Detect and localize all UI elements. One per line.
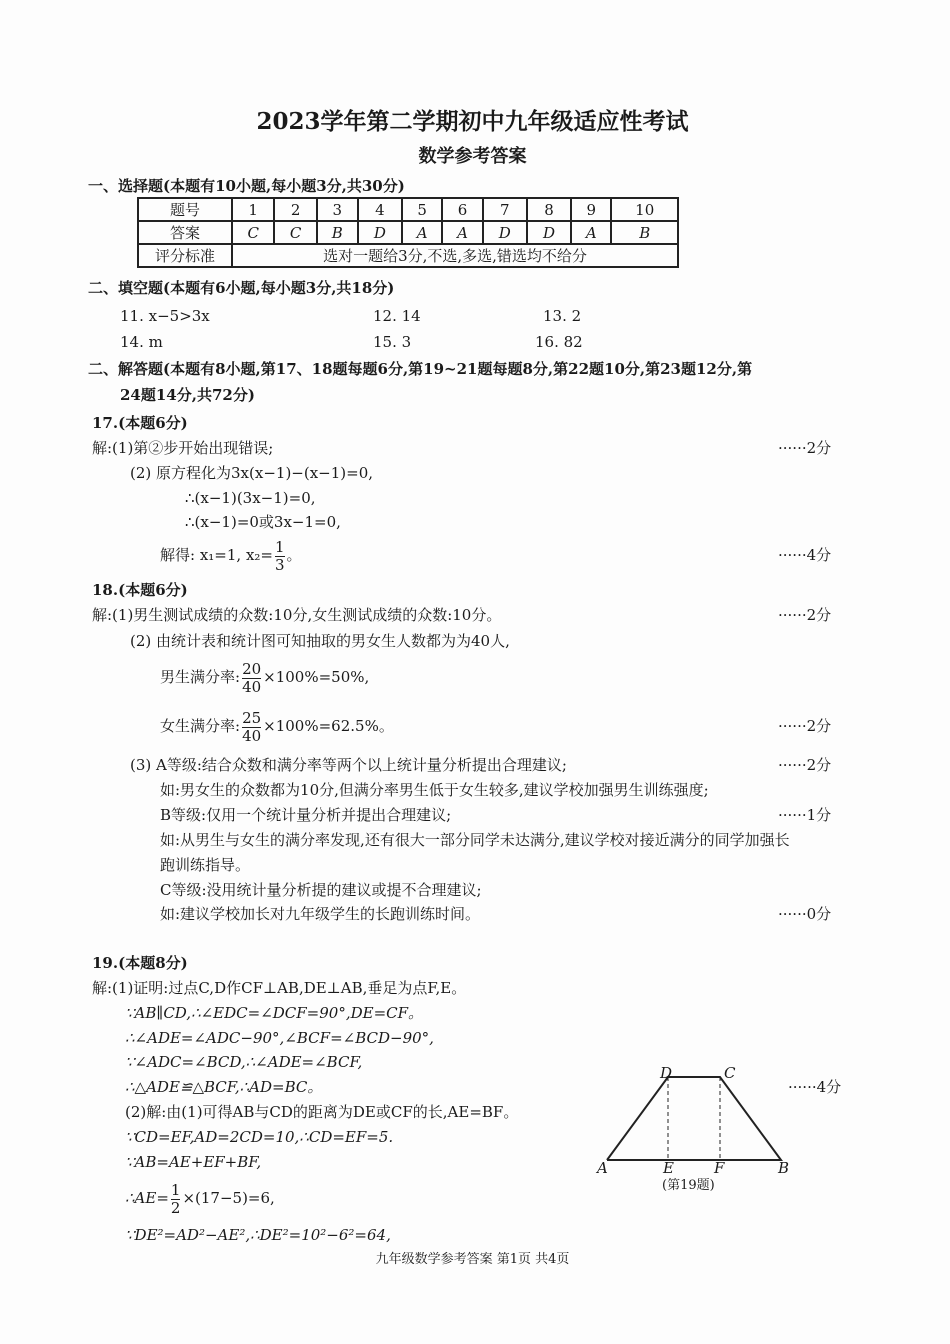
value: ×100%=50%, (263, 668, 370, 686)
q19-line: ∵∠ADC=∠BCD,∴∠ADE=∠BCF, (125, 1053, 363, 1071)
q17-title: 17.(本题6分) (92, 414, 188, 432)
q19-line: ∵CD=EF,AD=2CD=10,∴CD=EF=5. (125, 1128, 394, 1146)
q18-line: (2) 由统计表和统计图可知抽取的男女生人数都为为40人, (130, 632, 510, 650)
fill-answer: 15. 3 (373, 333, 412, 351)
cell: A (402, 221, 442, 244)
q19-line: 解:(1)证明:过点C,D作CF⊥AB,DE⊥AB,垂足为点F,E。 (92, 979, 467, 997)
score-mark: ······2分 (778, 439, 832, 457)
fill-answer: 14. m (120, 333, 163, 351)
cell: C (232, 221, 274, 244)
q19-title: 19.(本题8分) (92, 954, 188, 972)
q18-girls-rate (160, 708, 394, 745)
cell: 10 (611, 198, 678, 221)
cell: 9 (571, 198, 611, 221)
score-mark: ······4分 (788, 1078, 842, 1096)
fraction (242, 661, 261, 696)
table-row-scoring (138, 244, 678, 267)
q18-line: 如:从男生与女生的满分率发现,还有很大一部分同学未达满分,建议学校对接近满分的同学加强长 (160, 831, 790, 849)
denominator: 40 (242, 726, 262, 745)
label: ∴AE= (125, 1189, 169, 1207)
q19-line: ∵DE²=AD²−AE²,∴DE²=10²−6²=64, (125, 1226, 391, 1244)
cell: 7 (483, 198, 527, 221)
section-1-heading: 一、选择题(本题有10小题,每小题3分,共30分) (88, 177, 405, 195)
score-mark: ······1分 (778, 806, 832, 824)
choice-answer-table (137, 197, 679, 268)
point-label-e: E (663, 1159, 674, 1177)
cell: 3 (317, 198, 358, 221)
fill-answer: 11. x−5>3x (120, 307, 210, 325)
q18-line: C等级:没用统计量分析提的建议或提不合理建议; (160, 881, 482, 899)
point-label-a: A (597, 1159, 608, 1177)
score-mark: ······2分 (778, 717, 832, 735)
page-subtitle: 数学参考答案 (418, 146, 527, 167)
q18-line: B等级:仅用一个统计量分析并提出合理建议; (160, 806, 452, 824)
cell: D (483, 221, 527, 244)
page-title: 2023学年第二学期初中九年级适应性考试 (256, 108, 689, 135)
score-mark: ······4分 (778, 546, 832, 564)
row-label: 评分标准 (138, 244, 232, 267)
q18-line: 如:男女生的众数都为10分,但满分率男生低于女生较多,建议学校加强男生训练强度; (160, 781, 709, 799)
table-row-numbers (138, 198, 678, 221)
label: 女生满分率: (160, 717, 241, 735)
cell: D (358, 221, 402, 244)
q18-line: 跑训练指导。 (160, 856, 251, 874)
q19-line: ∵AB∥CD,∴∠EDC=∠DCF=90°,DE=CF。 (125, 1004, 424, 1022)
fill-answer: 13. 2 (543, 307, 582, 325)
numerator: 25 (242, 708, 262, 727)
trapezoid-outline (607, 1077, 781, 1160)
numerator: 1 (274, 537, 285, 556)
q18-line: 解:(1)男生测试成绩的众数:10分,女生测试成绩的众数:10分。 (92, 606, 502, 624)
q17-end: 。 (286, 546, 302, 564)
row-label: 题号 (138, 198, 232, 221)
q19-line: ∵AB=AE+EF+BF, (125, 1153, 262, 1171)
q17-line: 解:(1)第②步开始出现错误; (92, 439, 274, 457)
cell: B (317, 221, 358, 244)
cell: C (274, 221, 316, 244)
numerator: 20 (242, 659, 262, 678)
row-label: 答案 (138, 221, 232, 244)
cell: 1 (232, 198, 274, 221)
label: 男生满分率: (160, 668, 241, 686)
page-footer: 九年级数学参考答案 第1页 共4页 (375, 1252, 570, 1267)
section-2-heading: 二、填空题(本题有6小题,每小题3分,共18分) (88, 279, 395, 297)
fraction (171, 1182, 181, 1217)
denominator: 2 (170, 1198, 181, 1217)
q17-result (160, 537, 302, 574)
q18-line: (3) A等级:结合众数和满分率等两个以上统计量分析提出合理建议; (130, 756, 567, 774)
cell: A (442, 221, 482, 244)
denominator: 40 (242, 677, 262, 696)
fill-answer: 12. 14 (373, 307, 421, 325)
cell: 5 (402, 198, 442, 221)
q17-line: 解得: x₁=1, x₂= (160, 546, 273, 564)
value: ×(17−5)=6, (182, 1189, 275, 1207)
value: ×100%=62.5%。 (263, 717, 394, 735)
point-label-c: C (724, 1064, 736, 1082)
cell: D (527, 221, 571, 244)
cell: B (611, 221, 678, 244)
scoring-rule: 选对一题给3分,不选,多选,错选均不给分 (232, 244, 678, 267)
q17-line: ∴(x−1)=0或3x−1=0, (185, 513, 341, 531)
q19-ae (125, 1180, 275, 1217)
cell: 8 (527, 198, 571, 221)
cell: 2 (274, 198, 316, 221)
score-mark: ······2分 (778, 756, 832, 774)
fraction (275, 539, 285, 574)
figure-caption: (第19题) (662, 1178, 715, 1193)
q18-boys-rate (160, 659, 369, 696)
table-row-answers (138, 221, 678, 244)
denominator: 3 (274, 555, 285, 574)
cell: A (571, 221, 611, 244)
q19-line: (2)解:由(1)可得AB与CD的距离为DE或CF的长,AE=BF。 (125, 1103, 519, 1121)
fill-answer: 16. 82 (535, 333, 583, 351)
score-mark: ······2分 (778, 606, 832, 624)
cell: 4 (358, 198, 402, 221)
point-label-d: D (660, 1064, 673, 1082)
fraction (242, 710, 261, 745)
score-mark: ······0分 (778, 905, 832, 923)
numerator: 1 (170, 1180, 181, 1199)
cell: 6 (442, 198, 482, 221)
q19-line: ∴△ADE≌△BCF,∴AD=BC。 (125, 1078, 323, 1096)
point-label-b: B (778, 1159, 790, 1177)
q18-title: 18.(本题6分) (92, 581, 188, 599)
point-label-f: F (714, 1159, 725, 1177)
section-3-heading: 二、解答题(本题有8小题,第17、18题每题6分,第19~21题每题8分,第22题10分,第23题12分,第 (88, 360, 753, 378)
q18-line: 如:建议学校加长对九年级学生的长跑训练时间。 (160, 905, 481, 923)
q17-line: ∴(x−1)(3x−1)=0, (185, 489, 316, 507)
q19-line: ∴∠ADE=∠ADC−90°,∠BCF=∠BCD−90°, (125, 1029, 434, 1047)
q17-line: (2) 原方程化为3x(x−1)−(x−1)=0, (130, 464, 374, 482)
section-3-heading-cont: 24题14分,共72分) (120, 386, 255, 404)
